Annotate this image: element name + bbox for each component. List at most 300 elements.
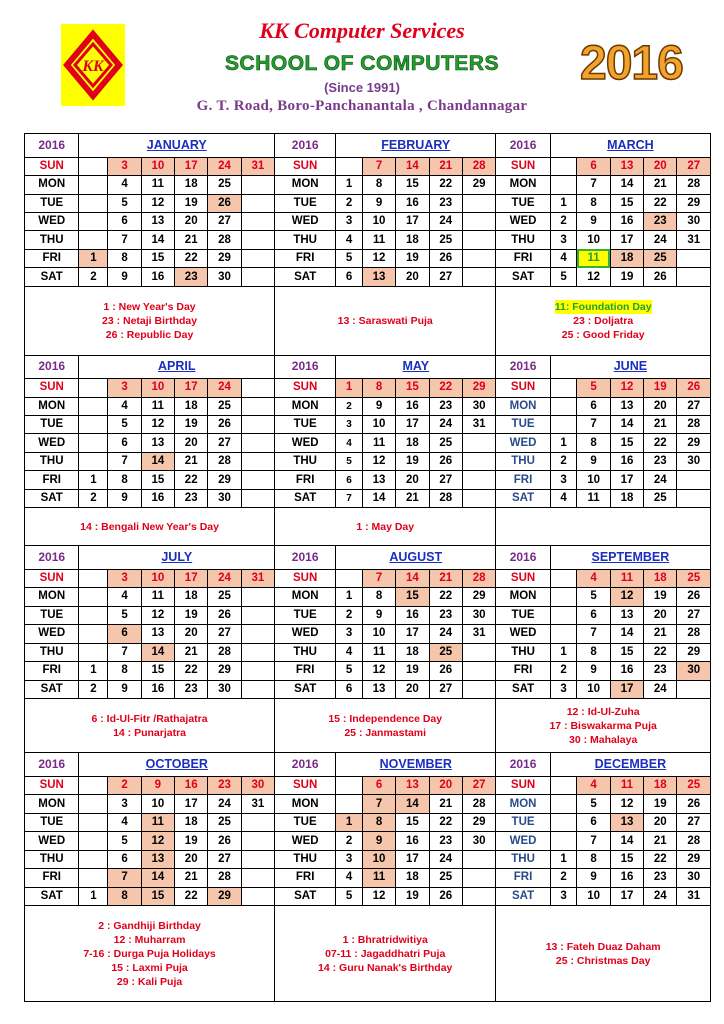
- holiday-item: 15 : Independence Day: [328, 712, 443, 725]
- date-cell: 14: [610, 625, 643, 643]
- date-cell: 21: [644, 832, 677, 850]
- day-label: SUN: [275, 776, 336, 794]
- day-label: WED: [25, 625, 79, 643]
- date-cell: [241, 869, 274, 887]
- holiday-line: [498, 940, 708, 954]
- date-cell: 4: [577, 569, 610, 587]
- date-cell: 5: [336, 249, 363, 267]
- date-cell: 24: [644, 680, 677, 698]
- date-cell: 27: [429, 680, 462, 698]
- date-cell: 7: [362, 157, 395, 175]
- date-cell: 18: [175, 588, 208, 606]
- day-label: FRI: [496, 662, 550, 680]
- holiday-line: [27, 919, 272, 933]
- date-cell: 23: [644, 212, 677, 230]
- date-cell: 1: [336, 379, 363, 397]
- date-cell: 27: [677, 813, 711, 831]
- date-cell: 15: [141, 249, 174, 267]
- date-cell: 27: [208, 850, 241, 868]
- date-cell: 9: [577, 212, 610, 230]
- date-cell: 16: [141, 268, 174, 286]
- date-cell: [677, 471, 711, 489]
- day-label: WED: [25, 212, 79, 230]
- day-label: WED: [25, 832, 79, 850]
- date-cell: 3: [336, 416, 363, 434]
- date-cell: 12: [577, 268, 610, 286]
- holiday-notes: [275, 906, 496, 1002]
- date-cell: 25: [429, 434, 462, 452]
- day-label: THU: [496, 231, 550, 249]
- day-label: THU: [25, 643, 79, 661]
- date-cell: 23: [429, 194, 462, 212]
- date-cell: [79, 212, 108, 230]
- date-cell: 22: [175, 662, 208, 680]
- date-cell: 21: [175, 452, 208, 470]
- day-label: MON: [25, 176, 79, 194]
- date-cell: 26: [208, 832, 241, 850]
- date-cell: 6: [577, 813, 610, 831]
- date-cell: 11: [141, 176, 174, 194]
- date-cell: 7: [577, 176, 610, 194]
- date-cell: 19: [396, 662, 429, 680]
- date-cell: 15: [610, 194, 643, 212]
- svg-text:KK: KK: [82, 58, 104, 75]
- date-cell: 1: [79, 471, 108, 489]
- date-cell: 23: [644, 869, 677, 887]
- day-label: TUE: [25, 813, 79, 831]
- day-label: THU: [275, 850, 336, 868]
- date-cell: 28: [462, 795, 495, 813]
- holiday-item: 7-16 : Durga Puja Holidays: [83, 947, 216, 960]
- day-label: MON: [275, 588, 336, 606]
- date-cell: 2: [550, 212, 577, 230]
- date-cell: 31: [462, 625, 495, 643]
- date-cell: 4: [336, 643, 363, 661]
- date-cell: 9: [577, 452, 610, 470]
- date-cell: 23: [175, 680, 208, 698]
- day-label: THU: [496, 643, 550, 661]
- date-cell: 9: [362, 832, 395, 850]
- month-year-label: 2016: [25, 355, 79, 379]
- date-cell: 11: [362, 869, 395, 887]
- date-cell: 13: [141, 850, 174, 868]
- holiday-notes: [25, 906, 275, 1002]
- date-cell: 20: [396, 680, 429, 698]
- date-cell: 8: [362, 813, 395, 831]
- date-cell: [241, 625, 274, 643]
- date-cell: 13: [610, 397, 643, 415]
- date-cell: 9: [362, 606, 395, 624]
- day-label: SAT: [275, 489, 336, 507]
- calendar-table: [24, 133, 711, 1002]
- day-label: WED: [275, 625, 336, 643]
- day-label: WED: [496, 212, 550, 230]
- date-cell: 3: [108, 157, 141, 175]
- date-cell: 14: [610, 176, 643, 194]
- date-cell: [550, 795, 577, 813]
- date-cell: 5: [577, 795, 610, 813]
- date-cell: 22: [175, 471, 208, 489]
- date-cell: 27: [208, 212, 241, 230]
- date-cell: 21: [429, 569, 462, 587]
- date-cell: 7: [336, 489, 363, 507]
- date-cell: 1: [336, 813, 363, 831]
- holiday-line: [498, 328, 708, 342]
- date-cell: 7: [108, 452, 141, 470]
- date-cell: 26: [429, 249, 462, 267]
- holiday-item: 14 : Guru Nanak's Birthday: [318, 961, 453, 974]
- date-cell: 16: [396, 397, 429, 415]
- date-cell: [79, 416, 108, 434]
- date-cell: 13: [362, 471, 395, 489]
- date-cell: [336, 157, 363, 175]
- date-cell: 15: [396, 176, 429, 194]
- date-cell: 29: [677, 643, 711, 661]
- date-cell: 21: [175, 643, 208, 661]
- date-cell: 3: [550, 471, 577, 489]
- date-cell: 19: [175, 194, 208, 212]
- date-cell: 30: [241, 776, 274, 794]
- date-cell: 20: [644, 157, 677, 175]
- date-cell: [79, 776, 108, 794]
- day-label: WED: [275, 212, 336, 230]
- date-cell: 14: [141, 231, 174, 249]
- date-cell: 1: [79, 887, 108, 905]
- day-label: THU: [275, 452, 336, 470]
- month-year-label: 2016: [275, 134, 336, 158]
- date-cell: 18: [175, 813, 208, 831]
- month-name: NOVEMBER: [336, 753, 496, 777]
- day-label: SUN: [496, 157, 550, 175]
- date-cell: 19: [644, 379, 677, 397]
- date-cell: 6: [108, 434, 141, 452]
- date-cell: 16: [141, 680, 174, 698]
- date-cell: 27: [677, 157, 711, 175]
- date-cell: 13: [610, 813, 643, 831]
- date-cell: 1: [550, 194, 577, 212]
- date-cell: 10: [577, 231, 610, 249]
- day-label: SUN: [496, 776, 550, 794]
- day-label: FRI: [496, 249, 550, 267]
- day-label: SAT: [496, 489, 550, 507]
- date-cell: [79, 569, 108, 587]
- date-cell: [550, 157, 577, 175]
- date-cell: 20: [396, 471, 429, 489]
- date-cell: 27: [677, 397, 711, 415]
- date-cell: 23: [429, 832, 462, 850]
- date-cell: 12: [362, 452, 395, 470]
- date-cell: [241, 249, 274, 267]
- date-cell: 8: [577, 850, 610, 868]
- date-cell: 31: [462, 416, 495, 434]
- date-cell: [462, 231, 495, 249]
- holiday-item: 25 : Christmas Day: [555, 954, 651, 967]
- day-label: SAT: [275, 887, 336, 905]
- date-cell: 21: [644, 625, 677, 643]
- date-cell: 28: [429, 489, 462, 507]
- date-cell: [677, 489, 711, 507]
- date-cell: 6: [362, 776, 395, 794]
- holiday-line: [498, 954, 708, 968]
- date-cell: 26: [644, 268, 677, 286]
- holiday-line: [27, 726, 272, 740]
- date-cell: 19: [644, 795, 677, 813]
- date-cell: 6: [577, 606, 610, 624]
- holiday-notes: [496, 906, 711, 1002]
- date-cell: [462, 434, 495, 452]
- date-cell: 19: [175, 606, 208, 624]
- school-name: SCHOOL OF COMPUTERS: [225, 52, 499, 75]
- holiday-item: 6 : Id-Ul-Fitr /Rathajatra: [91, 712, 208, 725]
- date-cell: 2: [336, 606, 363, 624]
- month-name: AUGUST: [336, 546, 496, 570]
- date-cell: 11: [141, 813, 174, 831]
- day-label: SAT: [275, 680, 336, 698]
- date-cell: 1: [79, 662, 108, 680]
- calendar-year: 2016: [580, 37, 683, 90]
- date-cell: 19: [175, 832, 208, 850]
- holiday-item: 13 : Fateh Duaz Daham: [545, 940, 661, 953]
- date-cell: 22: [644, 643, 677, 661]
- holiday-notes: [25, 698, 275, 752]
- date-cell: 8: [362, 588, 395, 606]
- holiday-line: [277, 314, 493, 328]
- holiday-line: [277, 726, 493, 740]
- day-label: MON: [25, 588, 79, 606]
- date-cell: 23: [644, 452, 677, 470]
- date-cell: [79, 397, 108, 415]
- date-cell: 26: [429, 662, 462, 680]
- holiday-item: 07-11 : Jagaddhatri Puja: [325, 947, 446, 960]
- date-cell: 28: [462, 157, 495, 175]
- date-cell: 16: [396, 606, 429, 624]
- day-label: FRI: [25, 471, 79, 489]
- holiday-item: 1 : New Year's Day: [103, 300, 196, 313]
- date-cell: 29: [208, 887, 241, 905]
- holiday-item: 23 : Doljatra: [573, 314, 634, 327]
- date-cell: 30: [462, 606, 495, 624]
- date-cell: [550, 379, 577, 397]
- date-cell: [241, 231, 274, 249]
- date-cell: 19: [644, 588, 677, 606]
- date-cell: 20: [396, 268, 429, 286]
- month-year-label: 2016: [496, 753, 550, 777]
- date-cell: [677, 680, 711, 698]
- date-cell: 16: [396, 194, 429, 212]
- date-cell: 19: [396, 249, 429, 267]
- date-cell: 17: [396, 850, 429, 868]
- date-cell: 12: [141, 832, 174, 850]
- date-cell: [462, 869, 495, 887]
- date-cell: 29: [462, 813, 495, 831]
- date-cell: 1: [79, 249, 108, 267]
- date-cell: 26: [208, 416, 241, 434]
- date-cell: 3: [550, 680, 577, 698]
- date-cell: [550, 588, 577, 606]
- date-cell: 25: [429, 231, 462, 249]
- date-cell: 11: [141, 397, 174, 415]
- date-cell: 18: [610, 489, 643, 507]
- date-cell: 30: [677, 869, 711, 887]
- date-cell: 29: [462, 379, 495, 397]
- date-cell: 23: [175, 489, 208, 507]
- date-cell: 21: [429, 795, 462, 813]
- month-year-label: 2016: [275, 753, 336, 777]
- date-cell: [79, 434, 108, 452]
- date-cell: [241, 643, 274, 661]
- date-cell: 1: [550, 434, 577, 452]
- date-cell: 13: [141, 212, 174, 230]
- month-year-label: 2016: [496, 134, 550, 158]
- day-label: MON: [496, 397, 550, 415]
- holiday-item: 14 : Punarjatra: [113, 726, 187, 739]
- date-cell: 15: [396, 813, 429, 831]
- date-cell: 26: [677, 795, 711, 813]
- day-label: SAT: [496, 680, 550, 698]
- holiday-notes: [496, 508, 711, 546]
- date-cell: 18: [610, 249, 643, 267]
- holiday-line: [277, 961, 493, 975]
- date-cell: 27: [208, 625, 241, 643]
- holiday-line: [27, 947, 272, 961]
- month-name: JANUARY: [79, 134, 275, 158]
- date-cell: 27: [429, 471, 462, 489]
- day-label: TUE: [496, 606, 550, 624]
- day-label: FRI: [496, 471, 550, 489]
- month-name: OCTOBER: [79, 753, 275, 777]
- date-cell: 12: [141, 194, 174, 212]
- month-year-label: 2016: [275, 355, 336, 379]
- date-cell: 5: [336, 662, 363, 680]
- date-cell: 8: [362, 176, 395, 194]
- holiday-notes: [496, 698, 711, 752]
- date-cell: 14: [396, 795, 429, 813]
- date-cell: 21: [175, 231, 208, 249]
- date-cell: [79, 625, 108, 643]
- date-cell: 8: [577, 434, 610, 452]
- date-cell: 29: [208, 471, 241, 489]
- date-cell: [241, 813, 274, 831]
- date-cell: 30: [677, 452, 711, 470]
- date-cell: 13: [141, 625, 174, 643]
- day-label: TUE: [275, 813, 336, 831]
- month-name: MAY: [336, 355, 496, 379]
- day-label: TUE: [496, 416, 550, 434]
- date-cell: 25: [208, 176, 241, 194]
- date-cell: [550, 776, 577, 794]
- date-cell: 8: [577, 643, 610, 661]
- date-cell: 18: [175, 397, 208, 415]
- date-cell: 4: [336, 869, 363, 887]
- date-cell: 23: [208, 776, 241, 794]
- date-cell: 19: [610, 268, 643, 286]
- date-cell: 2: [79, 489, 108, 507]
- date-cell: 3: [550, 887, 577, 905]
- date-cell: 26: [429, 887, 462, 905]
- day-label: FRI: [275, 471, 336, 489]
- date-cell: 21: [644, 416, 677, 434]
- date-cell: 11: [362, 643, 395, 661]
- date-cell: 26: [677, 588, 711, 606]
- date-cell: [241, 194, 274, 212]
- date-cell: 3: [108, 795, 141, 813]
- day-label: SAT: [25, 887, 79, 905]
- date-cell: 17: [175, 795, 208, 813]
- date-cell: 7: [362, 795, 395, 813]
- date-cell: 7: [362, 569, 395, 587]
- day-label: MON: [275, 397, 336, 415]
- date-cell: [241, 680, 274, 698]
- date-cell: 4: [550, 249, 577, 267]
- date-cell: 27: [208, 434, 241, 452]
- month-name: JULY: [79, 546, 275, 570]
- holiday-line: [27, 933, 272, 947]
- date-cell: [241, 379, 274, 397]
- date-cell: 7: [577, 832, 610, 850]
- date-cell: 25: [208, 397, 241, 415]
- date-cell: 18: [396, 434, 429, 452]
- holiday-notes: [25, 286, 275, 355]
- header: [0, 0, 724, 132]
- day-label: SUN: [25, 569, 79, 587]
- date-cell: 18: [175, 176, 208, 194]
- date-cell: 29: [462, 176, 495, 194]
- date-cell: 9: [577, 662, 610, 680]
- date-cell: 15: [141, 471, 174, 489]
- day-label: TUE: [25, 606, 79, 624]
- date-cell: 31: [241, 157, 274, 175]
- date-cell: [336, 569, 363, 587]
- date-cell: [550, 832, 577, 850]
- day-label: THU: [496, 452, 550, 470]
- day-label: WED: [25, 434, 79, 452]
- date-cell: [79, 832, 108, 850]
- month-year-label: 2016: [25, 753, 79, 777]
- date-cell: 24: [644, 231, 677, 249]
- date-cell: 13: [610, 157, 643, 175]
- date-cell: [550, 397, 577, 415]
- date-cell: 25: [644, 489, 677, 507]
- date-cell: 15: [610, 434, 643, 452]
- day-label: MON: [25, 795, 79, 813]
- date-cell: 23: [644, 662, 677, 680]
- day-label: SAT: [496, 887, 550, 905]
- date-cell: 30: [462, 832, 495, 850]
- date-cell: [79, 194, 108, 212]
- day-label: SUN: [275, 157, 336, 175]
- date-cell: [462, 212, 495, 230]
- date-cell: 6: [577, 397, 610, 415]
- day-label: THU: [25, 850, 79, 868]
- day-label: THU: [25, 231, 79, 249]
- date-cell: 1: [550, 850, 577, 868]
- date-cell: 2: [79, 680, 108, 698]
- date-cell: 30: [462, 397, 495, 415]
- date-cell: 16: [141, 489, 174, 507]
- date-cell: 20: [644, 813, 677, 831]
- date-cell: 14: [396, 157, 429, 175]
- date-cell: 11: [610, 569, 643, 587]
- date-cell: [79, 588, 108, 606]
- holiday-line: [277, 712, 493, 726]
- month-year-label: 2016: [496, 355, 550, 379]
- date-cell: 12: [141, 416, 174, 434]
- date-cell: 29: [462, 588, 495, 606]
- date-cell: 19: [175, 416, 208, 434]
- date-cell: [241, 176, 274, 194]
- date-cell: 11: [610, 776, 643, 794]
- day-label: WED: [496, 625, 550, 643]
